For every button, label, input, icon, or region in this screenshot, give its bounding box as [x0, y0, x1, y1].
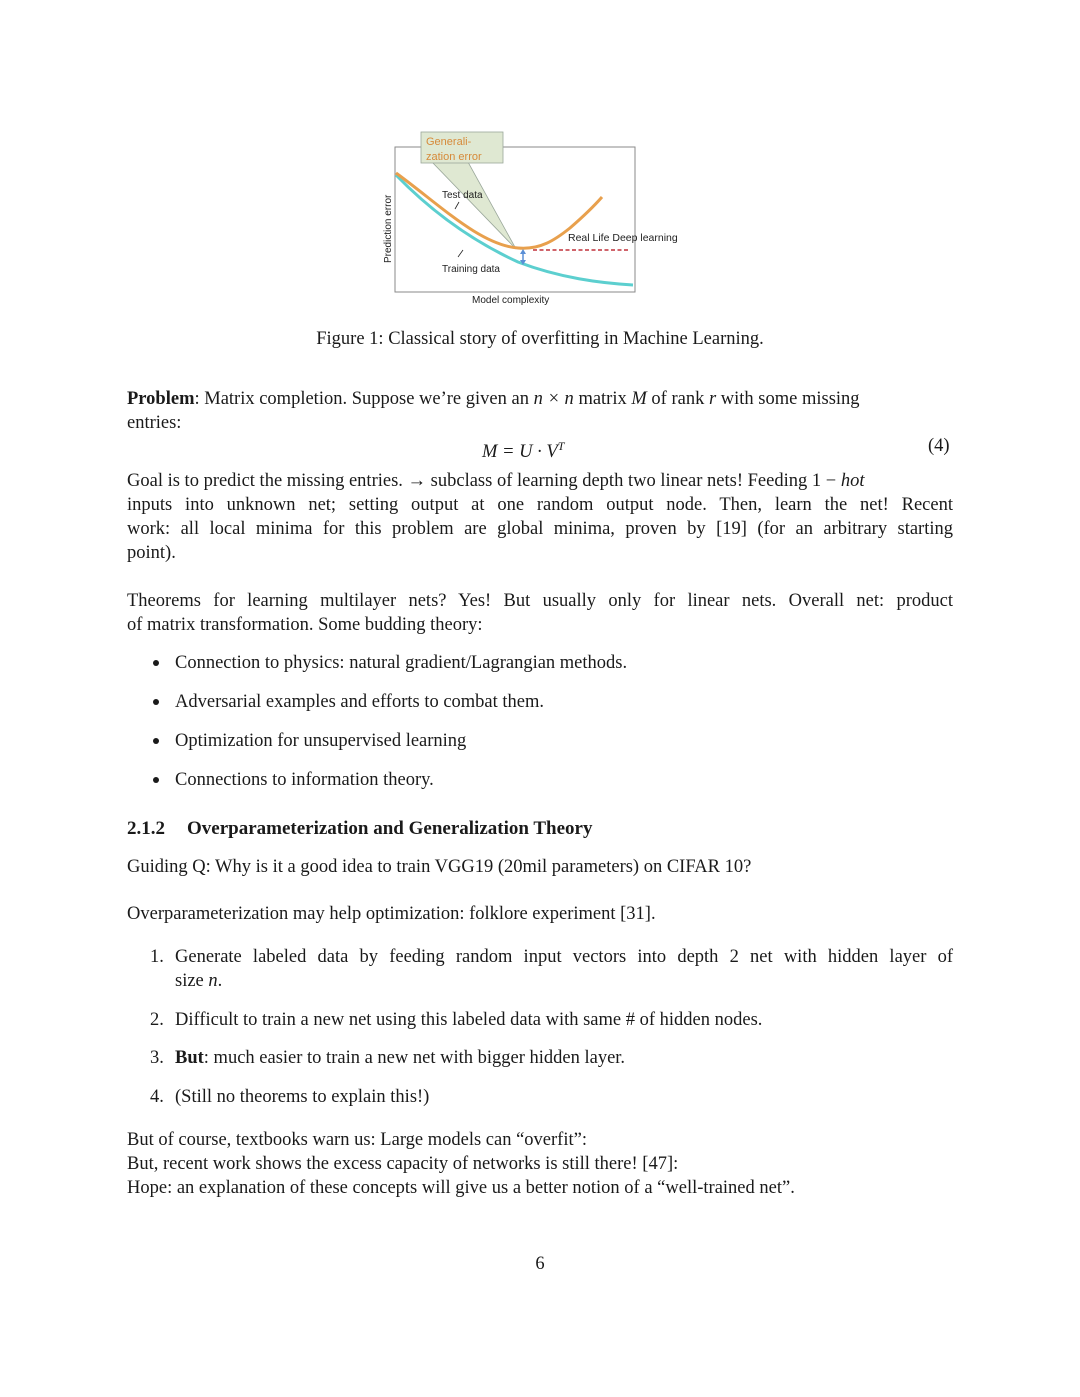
y-axis-label: Prediction error [383, 194, 394, 263]
bullet-text: Optimization for unsupervised learning [175, 731, 467, 751]
enum-number: 3. [150, 1048, 164, 1068]
goal-line1-text: Goal is to predict the missing entries. → subclass of learning depth two linear nets! Feeding 1 − [127, 471, 841, 491]
problem-line2: entries: [127, 413, 182, 433]
problem-text-c: of rank [646, 389, 709, 409]
enum-text: Generate labeled data by feeding random input vectors into depth 2 net with hidden layer of [175, 947, 953, 967]
bullet-icon [153, 660, 159, 666]
figure-caption: Figure 1: Classical story of overfitting in Machine Learning. [316, 329, 764, 349]
bullet-text: Connection to physics: natural gradient/Lagrangian methods. [175, 653, 628, 673]
enum-text: (Still no theorems to explain this!) [175, 1087, 430, 1107]
goal-paragraph-line1 [127, 469, 953, 493]
problem-paragraph [127, 387, 953, 411]
theorems-paragraph-line2: of matrix transformation. Some budding theory: [127, 615, 483, 635]
training-data-label: Training data [442, 264, 500, 275]
enum-number: 1. [150, 947, 164, 967]
section-title: Overparameterization and Generalization Theory [187, 818, 593, 839]
equation-body: M = U · V [482, 442, 558, 463]
enum-bold-label: But [175, 1048, 204, 1068]
plot-frame [395, 147, 635, 292]
bullet-icon [153, 738, 159, 744]
enum-text: size [175, 971, 209, 991]
section-number: 2.1.2 [127, 818, 165, 839]
goal-paragraph-line3: work: all local minima for this problem are global minima, proven by [19] (for an arbitrary starting [127, 519, 953, 539]
x-axis-label: Model complexity [472, 295, 550, 306]
bullet-text: Connections to information theory. [175, 770, 434, 790]
math-M: M [631, 389, 647, 409]
guiding-question: Guiding Q: Why is it a good idea to train VGG19 (20mil parameters) on CIFAR 10? [127, 857, 752, 877]
callout-text-line2: zation error [426, 151, 482, 163]
enum-text [175, 1046, 953, 1070]
closing-line1: But of course, textbooks warn us: Large models can “overfit”: [127, 1130, 587, 1150]
equation-superscript: T [557, 439, 565, 453]
theorems-paragraph-line1: Theorems for learning multilayer nets? Yes! But usually only for linear nets. Overall net: product [127, 591, 953, 611]
equation [482, 434, 564, 464]
bullet-icon [153, 699, 159, 705]
goal-paragraph-line4: point). [127, 543, 176, 563]
callout-text-line1: Generali- [426, 136, 472, 148]
enum-text: . [217, 971, 223, 991]
overparam-intro: Overparameterization may help optimization: folklore experiment [31]. [127, 904, 656, 924]
problem-label: Problem [127, 389, 195, 409]
enum-number: 4. [150, 1087, 164, 1107]
real-life-label: Real Life Deep learning [568, 232, 678, 244]
enum-number: 2. [150, 1010, 164, 1030]
problem-text-a: : Matrix completion. Suppose we’re given an [194, 389, 534, 409]
bullet-icon [153, 777, 159, 783]
closing-line3: Hope: an explanation of these concepts will give us a better notion of a “well-trained net”. [127, 1178, 795, 1198]
enum-text-rest: : much easier to train a new net with bigger hidden layer. [203, 1048, 626, 1068]
math-n-by-n: n × n [533, 389, 574, 409]
math-r: r [708, 389, 717, 409]
goal-paragraph-line2: inputs into unknown net; setting output at one random output node. Then, learn the net! Recent [127, 495, 953, 515]
equation-number: (4) [928, 436, 950, 456]
overfitting-figure [378, 128, 718, 313]
problem-text-d: with some missing [716, 389, 860, 409]
problem-text-b: matrix [573, 389, 632, 409]
test-data-label: Test data [442, 190, 483, 201]
enum-text: Difficult to train a new net using this labeled data with same # of hidden nodes. [175, 1010, 763, 1030]
bullet-text: Adversarial examples and efforts to combat them. [175, 692, 545, 712]
section-heading [127, 818, 592, 840]
goal-line1-hot: hot [840, 471, 865, 491]
closing-line2: But, recent work shows the excess capacity of networks is still there! [47]: [127, 1154, 679, 1174]
enum-item-1-line2 [175, 969, 222, 993]
math-n: n [208, 971, 218, 991]
page-number: 6 [535, 1254, 545, 1274]
